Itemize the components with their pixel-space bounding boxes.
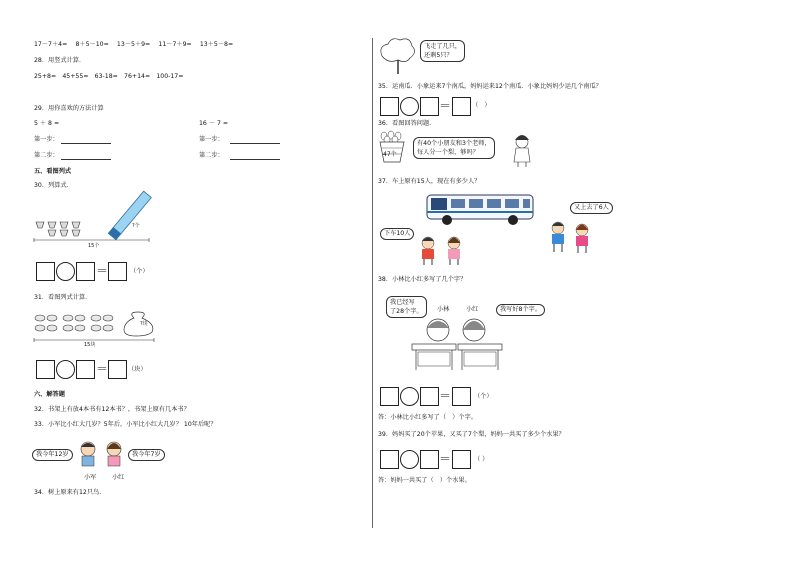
q30-total: 15个 [88, 243, 100, 249]
q38-name-2: 小红 [466, 306, 479, 313]
q38-unit: （个） [474, 393, 493, 400]
equals-sign: ＝ [439, 99, 452, 113]
answer-box[interactable] [36, 262, 55, 281]
equals-sign: ＝ [96, 264, 109, 278]
q34-text: 34．树上原来有12只鸟． [34, 489, 106, 496]
q37-on-bubble: 又上去了6人 [570, 202, 613, 214]
q36-text: 36．看图回答问题． [378, 120, 436, 127]
q33-bubble-1: 我今年12岁 [32, 449, 73, 461]
column-divider [372, 38, 373, 528]
q31-bag-label: ?块 [140, 321, 148, 327]
q38-name-1: 小林 [437, 306, 450, 313]
operator-circle[interactable] [56, 262, 75, 281]
q31-total: 15块 [84, 342, 96, 348]
q38-bubble-2: 我写好8个字。 [496, 304, 545, 316]
answer-box[interactable] [380, 97, 399, 116]
q38-text: 38．小林比小红多写了几个字？ [378, 276, 467, 283]
q30-unit: （个） [130, 268, 149, 275]
q27-line: 17－7＋4= 8＋5－10= 13－5＋9= 11－7＋9= 13＋5－8= [34, 41, 234, 48]
equals-sign: ＝ [96, 362, 109, 376]
q39-text: 39．妈妈买了20个苹果，又买了7个梨，妈妈一共买了多少个水果？ [378, 431, 565, 438]
q36-bubble [413, 137, 495, 159]
q32-text: 32．书架上有放4本书有12本书？，书架上原有几本书？ [34, 406, 190, 413]
q29-title: 29．用你喜欢的方法计算 [34, 105, 104, 112]
answer-box[interactable] [380, 387, 399, 406]
q29-expr1: 5 ＋ 8 = [34, 120, 60, 127]
answer-box[interactable] [420, 97, 439, 116]
answer-line[interactable] [230, 143, 280, 144]
answer-box[interactable] [420, 387, 439, 406]
tree-bubble-line-1: 飞走了几只， [424, 43, 462, 50]
q35-unit: （ ） [472, 102, 491, 109]
q28-line: 25+8= 45+55= 63-18= 76+14= 100-17= [34, 73, 184, 80]
answer-box[interactable] [76, 262, 95, 281]
writing-kids-illustration [408, 316, 506, 372]
q30-hint: ?个 [132, 223, 140, 229]
answer-box[interactable] [380, 450, 399, 469]
q36-pear-count: 47个 [383, 151, 397, 158]
answer-box[interactable] [76, 360, 95, 379]
q30-title: 30．列算式． [34, 182, 73, 189]
children-illustration [76, 440, 130, 470]
cookie-illustration [34, 310, 174, 350]
answer-box[interactable] [420, 450, 439, 469]
answer-box[interactable] [108, 262, 127, 281]
q38-bubble-1 [386, 296, 427, 318]
tree-bubble [420, 40, 465, 62]
step1-label-a: 第一步： [34, 136, 59, 143]
q29-expr2: 16 － 7 = [199, 120, 229, 127]
q37-text: 37．车上原有15人，现在有多少人？ [378, 178, 481, 185]
step2-label-b: 第二步： [199, 152, 224, 159]
q33-text: 33．小军比小红大几岁？5年后，小军比小红大几岁？ 10年后呢？ [34, 421, 217, 428]
q38-bubble-1-line-1: 我已经写 [390, 299, 415, 306]
q31-unit: （块） [128, 366, 147, 373]
q36-bubble-line-2: 每人分一个梨，够吗？ [417, 149, 479, 156]
equals-sign: ＝ [439, 452, 452, 466]
answer-line[interactable] [61, 159, 111, 160]
q28-title: 28．用竖式计算． [34, 57, 86, 64]
step1-label-b: 第一步： [199, 136, 224, 143]
answer-box[interactable] [452, 97, 471, 116]
answer-box[interactable] [108, 360, 127, 379]
q35-text: 35．运南瓜．小象运来7个南瓜，妈妈运来12个南瓜．小象比妈妈少运几个南瓜？ [378, 83, 602, 90]
step2-label-a: 第二步： [34, 152, 59, 159]
answer-line[interactable] [230, 159, 280, 160]
answer-box[interactable] [36, 360, 55, 379]
q38-bubble-1-line-2: 了28个字。 [390, 308, 423, 315]
answer-box[interactable] [452, 450, 471, 469]
operator-circle[interactable] [400, 450, 419, 469]
operator-circle[interactable] [400, 387, 419, 406]
bus-illustration [425, 193, 537, 227]
teacher-illustration [510, 134, 534, 168]
tree-illustration [378, 38, 418, 76]
q31-title: 31．看图列式计算． [34, 294, 92, 301]
tree-bubble-line-2: 还剩5只？ [424, 52, 453, 59]
q39-answer: 答：妈妈一共买了（ ）个水果。 [378, 477, 471, 484]
q33-bubble-2: 我今年7岁 [128, 449, 165, 461]
section-6-heading: 六、解答题 [34, 391, 65, 398]
q39-unit: （ ） [474, 456, 489, 463]
equals-sign: ＝ [439, 389, 452, 403]
operator-circle[interactable] [56, 360, 75, 379]
answer-box[interactable] [452, 387, 471, 406]
answer-line[interactable] [61, 143, 111, 144]
kids-getting-off-illustration [416, 236, 476, 266]
q36-bubble-line-1: 有40个小朋友和3个老师， [417, 140, 491, 147]
q33-name-2: 小红 [112, 474, 125, 481]
operator-circle[interactable] [400, 97, 419, 116]
kids-getting-on-illustration [546, 221, 602, 255]
section-5-heading: 五、看图列式 [34, 168, 72, 175]
q38-answer: 答：小林比小红多写了（ ）个字。 [378, 414, 477, 421]
q33-name-1: 小军 [84, 474, 97, 481]
q37-off-bubble: 下车10人 [380, 228, 414, 240]
